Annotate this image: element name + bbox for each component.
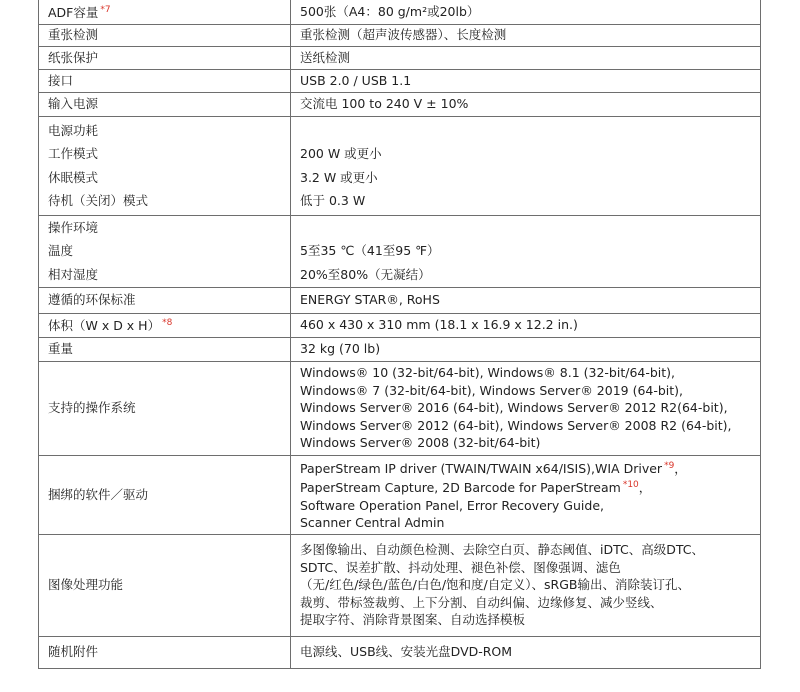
table-row (39, 116, 761, 215)
row-value: 送纸检测 (291, 46, 761, 69)
feature-line: 多图像输出、自动颜色检测、去除空白页、静态阈值、iDTC、高级DTC、 (300, 542, 704, 558)
table-row (39, 455, 761, 534)
humidity-label: 相对湿度 (48, 266, 99, 282)
row-value: USB 2.0 / USB 1.1 (291, 69, 761, 92)
row-value (291, 361, 761, 455)
feature-line: （无/红色/绿色/蓝色/白色/饱和度/自定义）、sRGB输出、消除装订孔、 (300, 577, 690, 593)
humidity-value: 20%至80%（无凝结） (300, 266, 431, 282)
power-heading: 电源功耗 (48, 122, 99, 138)
row-value (291, 116, 761, 215)
row-value (291, 534, 761, 636)
table-row (39, 287, 761, 313)
os-line: Windows® 7 (32-bit/64-bit), Windows Server® 2019 (64-bit), (300, 382, 684, 398)
footnote-mark: *9 (664, 460, 675, 471)
row-label: 随机附件 (39, 636, 291, 668)
row-value: ENERGY STAR®, RoHS (291, 287, 761, 313)
feature-line: 裁剪、带标签裁剪、上下分割、自动纠偏、边缘修复、减少竖线、 (300, 594, 663, 610)
table-row (39, 0, 761, 24)
table-row (39, 215, 761, 287)
temp-label: 温度 (48, 243, 74, 259)
row-value (291, 215, 761, 287)
env-heading: 操作环境 (48, 219, 99, 235)
row-label: 接口 (39, 69, 291, 92)
table-row (39, 361, 761, 455)
os-line: Windows Server® 2012 (64-bit), Windows Server® 2008 R2 (64-bit), (300, 417, 732, 433)
software-line: Software Operation Panel, Error Recovery Guide, (300, 497, 604, 513)
op-mode-label: 工作模式 (48, 146, 99, 161)
row-value: 500张（A4：80 g/m²或20lb） (291, 0, 761, 24)
table-row (39, 92, 761, 116)
row-value: 重张检测（超声波传感器）、长度检测 (291, 24, 761, 46)
row-label: 纸张保护 (39, 46, 291, 69)
row-label (39, 215, 291, 287)
row-value: 460 x 430 x 310 mm (18.1 x 16.9 x 12.2 in.) (291, 313, 761, 337)
footnote-mark: *10 (622, 480, 639, 490)
row-label: 支持的操作系统 (39, 361, 291, 455)
row-value: 电源线、USB线、安装光盘DVD-ROM (291, 636, 761, 668)
table-row (39, 337, 761, 361)
spec-table (38, 0, 761, 669)
temp-value: 5至35 ℃（41至95 ℉） (300, 243, 440, 259)
row-label: 重张检测 (39, 24, 291, 46)
row-label: 输入电源 (39, 92, 291, 116)
software-line: PaperStream IP driver (TWAIN/TWAIN x64/ISIS),WIA Driver $^{*9}$， (300, 460, 687, 476)
row-label: 图像处理功能 (39, 534, 291, 636)
row-value: 32 kg (70 lb) (291, 337, 761, 361)
table-row (39, 24, 761, 46)
row-value (291, 455, 761, 534)
table-row (39, 534, 761, 636)
os-line: Windows Server® 2008 (32-bit/64-bit) (300, 435, 541, 451)
row-label (39, 116, 291, 215)
row-label: 重量 (39, 337, 291, 361)
row-label: ADF容量 $^{*7}$ (39, 0, 291, 24)
table-row (39, 313, 761, 337)
feature-line: 提取字符、消除背景图案、自动选择模板 (300, 612, 526, 628)
op-mode-value: 200 W 或更小 (300, 146, 382, 161)
footnote-mark: *8 (162, 318, 173, 329)
row-value: 交流电 100 to 240 V ± 10% (291, 92, 761, 116)
sleep-mode-value: 3.2 W 或更小 (300, 169, 378, 185)
table-row (39, 636, 761, 668)
row-label: 捆绑的软件／驱动 (39, 455, 291, 534)
table-row (39, 69, 761, 92)
sleep-mode-label: 休眠模式 (48, 169, 99, 185)
row-label: 体积（W x D x H） $^{*8}$ (39, 313, 291, 337)
os-line: Windows® 10 (32-bit/64-bit), Windows® 8.1 (32-bit/64-bit), (300, 365, 676, 381)
table-row (39, 46, 761, 69)
software-line: Scanner Central Admin (300, 515, 445, 530)
footnote-mark: *7 (100, 5, 111, 15)
standby-mode-label: 待机（关闭）模式 (48, 193, 149, 208)
row-label: 遵循的环保标准 (39, 287, 291, 313)
standby-mode-value: 低于 0.3 W (300, 193, 366, 208)
software-line: PaperStream Capture, 2D Barcode for PaperStream $^{*10}$， (300, 480, 652, 495)
feature-line: SDTC、误差扩散、抖动处理、褪色补偿、图像强调、滤色 (300, 559, 621, 575)
os-line: Windows Server® 2016 (64-bit), Windows Server® 2012 R2(64-bit), (300, 400, 728, 416)
